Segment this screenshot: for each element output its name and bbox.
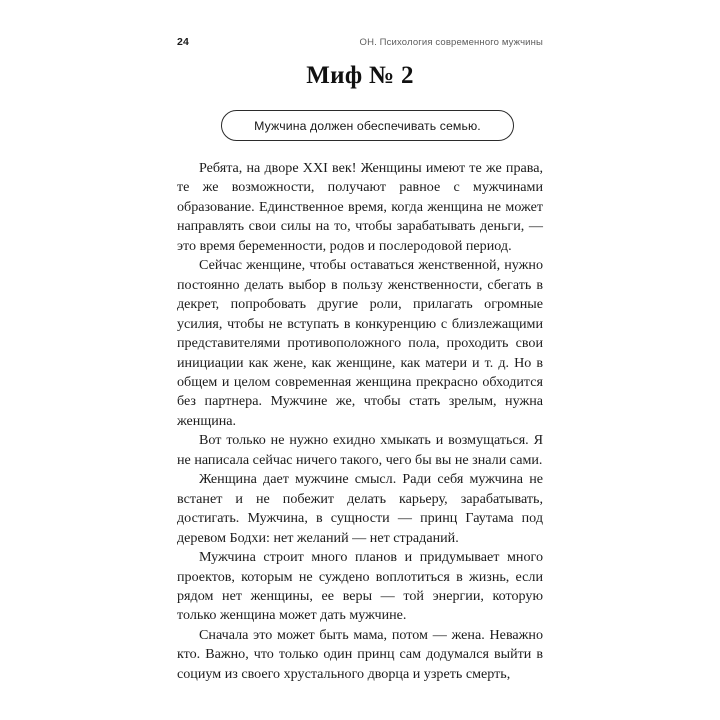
paragraph: Сейчас женщине, чтобы оставаться женственной, нужно постоянно делать выбор в пользу женственности, сбегать в декрет, попробовать другие роли, прилагать огромные усилия, чтобы не вступать в конкуренцию с близлежащими представителями противоположного пола, проходить свои инициации как жене, как женщине, как матери и т. д. Но в общем и целом современная женщина прекрасно обходится без партнера. Мужчине же, чтобы стать зрелым, нужна женщина. — [177, 257, 543, 429]
running-head-title: ОН. Психология современного мужчины — [359, 36, 543, 48]
paragraph: Вот только не нужно ехидно хмыкать и возмущаться. Я не написала сейчас ничего такого, чего бы вы не знали сами. — [177, 432, 543, 468]
chapter-title: Миф № 2 — [306, 62, 414, 89]
paragraph: Женщина дает мужчине смысл. Ради себя мужчина не встанет и не побежит делать карьеру, зарабатывать, достигать. Мужчина, в сущности — принц Гаутама под деревом Бодхи: нет желаний — нет страданий. — [177, 471, 543, 546]
body-text — [177, 159, 543, 684]
running-header — [177, 34, 543, 50]
paragraph: Сначала это может быть мама, потом — жена. Неважно кто. Важно, что только один принц сам додумался выйти в социум из своего хрустального дворца и узреть смерть, — [177, 626, 543, 682]
myth-statement-box — [221, 110, 514, 141]
myth-statement-text: Мужчина должен обеспечивать семью. — [254, 118, 481, 133]
page-number: 24 — [177, 36, 190, 48]
paragraph: Мужчина строит много планов и придумывает много проектов, которым не суждено воплотиться в жизнь, если рядом нет женщины, ее веры — той энергии, которую только женщина может дать мужчине. — [177, 549, 543, 624]
paragraph: Ребята, на дворе XXI век! Женщины имеют те же права, те же возможности, получают равное с мужчинами образование. Единственное время, когда женщина не может направлять свои силы на то, чтобы зарабатывать деньги, — это время беременности, родов и послеродовой период. — [177, 160, 543, 254]
